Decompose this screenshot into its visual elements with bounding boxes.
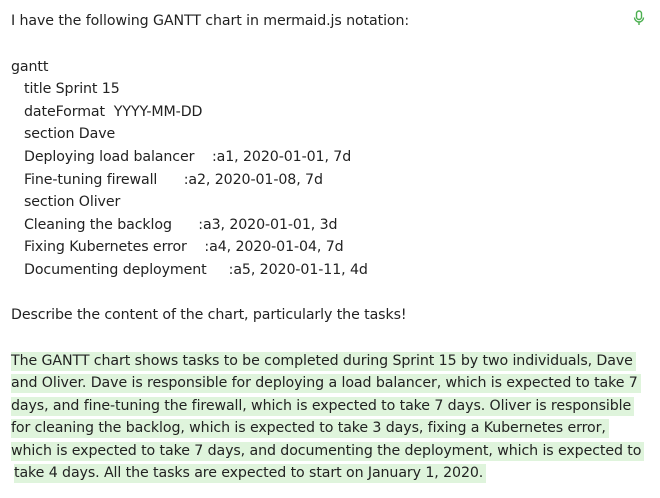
code-line: Deploying load balancer :a1, 2020-01-01, 7d <box>24 149 352 165</box>
answer-highlight: The GANTT chart shows tasks to be completed during Sprint 15 by two individuals, Dave <box>11 352 636 371</box>
answer-highlight: days, and fine-tuning the firewall, which is expected to take 7 days. Oliver is responsible <box>11 397 634 416</box>
code-line: section Dave <box>24 126 116 142</box>
code-line: Fine-tuning firewall :a2, 2020-01-08, 7d <box>24 171 323 188</box>
answer-line <box>11 395 634 418</box>
code-line: title Sprint 15 <box>24 81 120 97</box>
prompt-question: Describe the content of the chart, particularly the tasks! <box>11 307 407 323</box>
answer-line <box>11 417 609 440</box>
answer-line <box>11 372 641 395</box>
answer-highlight: and Oliver. Dave is responsible for deploying a load balancer, which is expected to take 7 <box>11 374 641 393</box>
code-line: section Oliver <box>24 194 121 210</box>
code-line: Documenting deployment :a5, 2020-01-11, 4d <box>24 262 368 278</box>
prompt-intro: I have the following GANTT chart in mermaid.js notation: <box>11 13 410 29</box>
code-line: gantt <box>11 59 49 75</box>
answer-highlight: take 4 days. All the tasks are expected to start on January 1, 2020. <box>14 464 486 483</box>
answer-line <box>11 350 636 373</box>
answer-highlight: which is expected to take 7 days, and documenting the deployment, which is expected to <box>11 442 644 461</box>
answer-line <box>14 462 486 485</box>
answer-line <box>11 440 644 463</box>
answer-highlight: for cleaning the backlog, which is expected to take 3 days, fixing a Kubernetes error, <box>11 419 609 438</box>
microphone-icon[interactable] <box>632 10 646 26</box>
code-line: Cleaning the backlog :a3, 2020-01-01, 3d <box>24 216 338 233</box>
code-line: dateFormat YYYY-MM-DD <box>24 103 203 120</box>
code-line: Fixing Kubernetes error :a4, 2020-01-04, 7d <box>24 239 344 255</box>
